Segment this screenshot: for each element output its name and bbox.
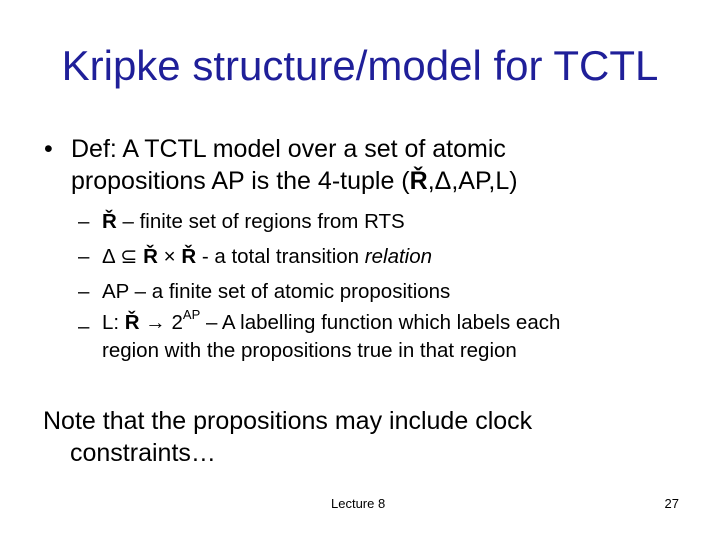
regions-symbol: Ř [124,311,140,334]
sub-item-list [78,204,678,365]
slide-title: Kripke structure/model for TCTL [61,42,659,89]
dash-marker: – [78,210,90,233]
footer-lecture-label: Lecture 8 [331,496,386,511]
definition-line-2-suffix: ,Δ,AP,L) [427,167,518,195]
dash-marker: – [78,280,90,303]
sub-item-ap [78,274,678,309]
arrow-power: → 2 [139,311,183,334]
note-paragraph [43,405,663,469]
sub-item-labelling [78,309,678,365]
note-line-2: constraints… [70,439,216,467]
regions-symbol: Ř [143,245,158,268]
times-symbol: × [157,245,182,268]
sub-item-text: – A labelling function which labels each [200,311,561,334]
note-line-1: Note that the propositions may include clock [43,407,533,435]
definition-line-1: Def: A TCTL model over a set of atomic [71,135,506,163]
dash-marker: – [78,315,90,338]
ap-superscript: AP [182,307,201,323]
labelling-prefix: L: [102,311,125,334]
delta-subset: Δ ⊆ [102,245,144,268]
sub-item-text: AP – a finite set of atomic propositions [102,280,451,303]
sub-item-text: - a total transition [196,245,365,268]
sub-item-text-line-2: region with the propositions true in that region [102,339,517,362]
relation-word: relation [364,245,433,268]
footer-page-number: 27 [664,496,679,511]
sub-item-regions [78,204,678,239]
sub-item-text: – finite set of regions from RTS [116,210,405,233]
definition-bullet [44,133,684,197]
definition-line-2 [71,165,684,197]
definition-line-2-prefix: propositions AP is the 4-tuple ( [71,167,410,195]
regions-symbol: Ř [409,167,428,195]
regions-symbol: Ř [181,245,197,268]
sub-item-transition [78,239,678,274]
bullet-marker: • [44,135,53,163]
regions-symbol: Ř [102,210,117,233]
dash-marker: – [78,245,90,268]
